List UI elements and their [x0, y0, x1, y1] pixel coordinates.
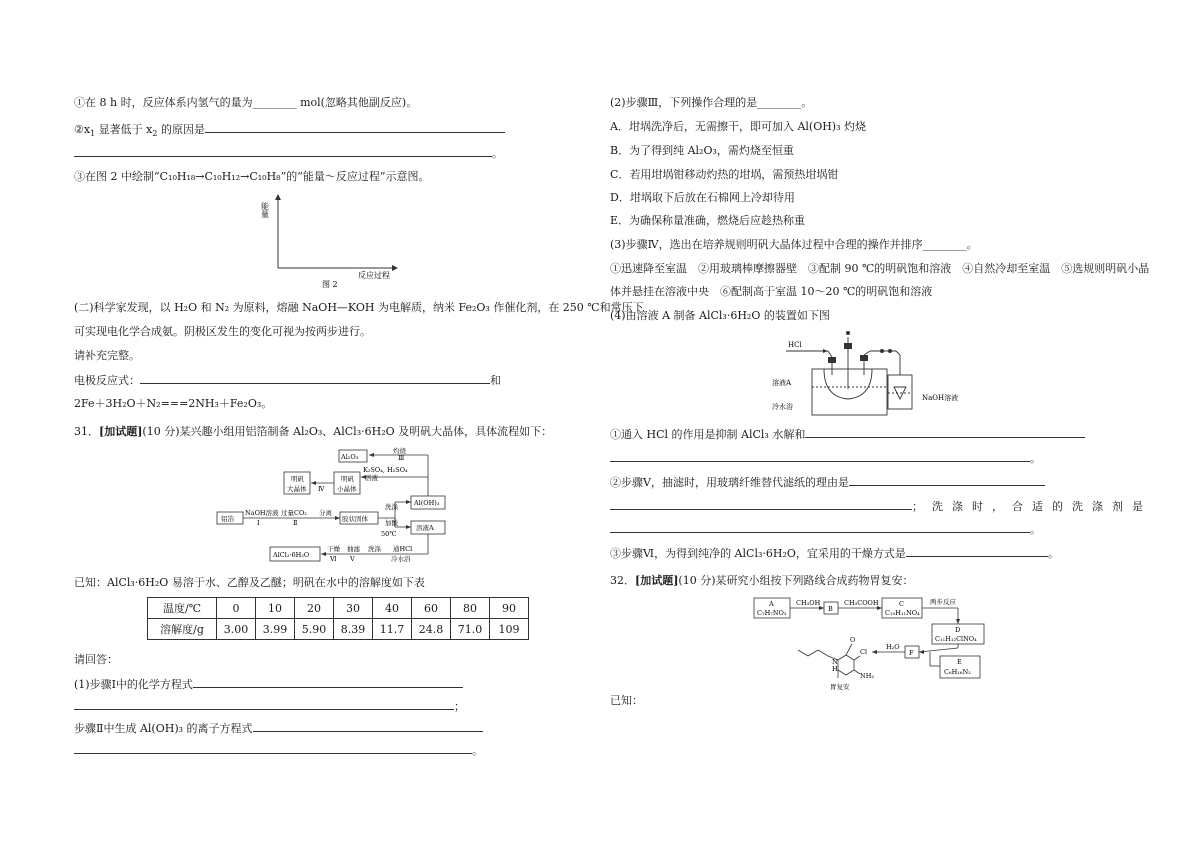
- svg-text:大晶体: 大晶体: [287, 485, 307, 493]
- svg-text:过量CO₂: 过量CO₂: [281, 509, 307, 517]
- svg-text:Ⅳ: Ⅳ: [318, 485, 325, 493]
- answer-blank[interactable]: [74, 146, 492, 157]
- svg-text:溶液: 溶液: [365, 474, 378, 482]
- svg-text:铝箔: 铝箔: [221, 515, 234, 523]
- svg-text:明矾: 明矾: [341, 475, 354, 483]
- para-ammonia-2: 可实现电化学合成氨。阴极区发生的变化可视为按两步进行。: [74, 325, 371, 338]
- q-x1-reason: $②x_1$ 显著低于 $x_2$ 的原因是: [74, 122, 505, 141]
- svg-text:NaOH溶液: NaOH溶液: [922, 394, 959, 402]
- step4-options-2: 体并悬挂在溶液中央 ⑥配制高于室温 10～20 ℃的明矾饱和溶液: [610, 285, 933, 298]
- answer-blank[interactable]: [849, 475, 1045, 486]
- synthesis-route: [752, 594, 1012, 694]
- q-hydrogen-amount: ①在 8 h 时，反应体系内氢气的量为________ mol(忽略其他副反应)。: [74, 96, 418, 109]
- answer-blank[interactable]: [610, 522, 1030, 533]
- svg-text:冷水浴: 冷水浴: [772, 403, 793, 411]
- svg-text:加酸: 加酸: [385, 519, 398, 527]
- svg-text:C₇H₇NO₃: C₇H₇NO₃: [757, 609, 787, 617]
- para-ammonia-1: (二)科学家发现，以 H₂O 和 N₂ 为原料，熔融 NaOH—KOH 为电解质，纳米 Fe₂O₃ 作催化剂，在 250 ℃和常压下: [74, 301, 644, 314]
- table-row: 溶解度/g 3.00 3.99 5.90 8.39 11.7 24.8 71.0 109: [148, 619, 529, 640]
- svg-text:C₁₁H₁₂ClNO₄: C₁₁H₁₂ClNO₄: [935, 635, 977, 643]
- q-filter-reason: ②步骤Ⅴ，抽滤时，用玻璃纤维替代滤纸的理由是: [610, 475, 1045, 490]
- svg-text:HCl: HCl: [788, 341, 802, 349]
- solubility-table: [147, 597, 529, 640]
- option-a: A．坩埚洗净后，无需擦干，即可加入 Al(OH)₃ 灼烧: [610, 120, 867, 133]
- svg-text:D: D: [955, 626, 961, 634]
- svg-text:B: B: [828, 605, 833, 613]
- electrode-equation-line: 电极反应式： 和: [74, 374, 501, 387]
- known-solubility: 已知：AlCl₃·6H₂O 易溶于水、乙醇及乙醚；明矾在水中的溶解度如下表: [74, 576, 425, 589]
- answer-blank[interactable]: [74, 699, 454, 710]
- svg-text:胶状固体: 胶状固体: [342, 515, 368, 523]
- svg-text:Ⅱ: Ⅱ: [293, 519, 298, 527]
- para-ammonia-3: 请补充完整。: [74, 349, 140, 362]
- svg-text:K₂SO₄, H₂SO₄: K₂SO₄, H₂SO₄: [363, 466, 408, 474]
- svg-text:溶液A: 溶液A: [772, 379, 792, 387]
- svg-text:Ⅵ: Ⅵ: [330, 555, 337, 563]
- answer-blank[interactable]: [610, 451, 1030, 462]
- answer-blank[interactable]: [805, 427, 1085, 438]
- reaction-equation: 2Fe＋3H₂O＋N₂===2NH₃＋Fe₂O₃。: [74, 397, 273, 410]
- svg-text:通HCl: 通HCl: [393, 545, 413, 553]
- svg-text:C: C: [899, 600, 904, 608]
- svg-text:Ⅲ: Ⅲ: [398, 454, 405, 462]
- svg-text:CH₃OH: CH₃OH: [796, 599, 821, 607]
- svg-text:冷水浴: 冷水浴: [391, 555, 411, 563]
- q-step2: 步骤Ⅱ中生成 Al(OH)₃ 的离子方程式: [74, 721, 483, 736]
- svg-text:洗涤: 洗涤: [368, 545, 381, 553]
- svg-text:洗涤: 洗涤: [385, 503, 398, 511]
- svg-text:Ⅴ: Ⅴ: [350, 555, 355, 563]
- svg-text:N: N: [832, 658, 838, 666]
- q-dry-method: ③步骤Ⅵ，为得到纯净的 AlCl₃·6H₂O，宜采用的干燥方式是 。: [610, 547, 1059, 560]
- option-e: E．为确保称量准确，燃烧后应趁热称重: [610, 214, 806, 227]
- svg-text:分离: 分离: [319, 509, 332, 517]
- svg-text:溶液A: 溶液A: [416, 524, 434, 532]
- q-step1: (1)步骤Ⅰ中的化学方程式: [74, 677, 463, 692]
- answer-blank[interactable]: [74, 743, 472, 754]
- answer-blank[interactable]: [205, 122, 505, 133]
- svg-text:Cl: Cl: [860, 648, 868, 656]
- svg-text:C₁₀H₁₁NO₄: C₁₀H₁₁NO₄: [885, 609, 920, 617]
- please-answer: 请回答：: [74, 653, 118, 666]
- svg-text:NaOH溶液: NaOH溶液: [245, 509, 279, 517]
- answer-blank[interactable]: [610, 499, 912, 510]
- svg-text:抽滤: 抽滤: [347, 545, 360, 553]
- svg-text:NH₂: NH₂: [860, 672, 874, 680]
- answer-line: 。: [74, 146, 503, 161]
- answer-blank[interactable]: [140, 373, 490, 384]
- svg-text:胃复安: 胃复安: [830, 683, 850, 691]
- svg-text:50℃: 50℃: [381, 530, 397, 538]
- q31-intro: 31．[加试题](10 分)某兴趣小组用铝箔制备 Al₂O₃、AlCl₃·6H₂O 及明矾大晶体，具体流程如下：: [74, 425, 553, 438]
- fig2-caption: 图 2: [322, 280, 338, 289]
- svg-text:Ⅰ: Ⅰ: [257, 519, 260, 527]
- answer-line: 。: [610, 451, 1041, 466]
- svg-text:两步反应: 两步反应: [930, 598, 956, 606]
- svg-text:AlCl₃·6H₂O: AlCl₃·6H₂O: [273, 551, 310, 559]
- svg-text:A: A: [769, 600, 774, 608]
- svg-text:C₆H₁₆N₂: C₆H₁₆N₂: [944, 668, 971, 676]
- answer-blank[interactable]: [906, 546, 1048, 557]
- svg-text:F: F: [909, 649, 914, 657]
- option-c: C．若用坩埚钳移动灼热的坩埚，需预热坩埚钳: [610, 168, 839, 181]
- answer-blank[interactable]: [193, 677, 463, 688]
- svg-text:灼烧: 灼烧: [393, 447, 406, 455]
- q31-flow-diagram: [215, 447, 455, 569]
- q-hcl-role: ①通入 HCl 的作用是抑制 AlCl₃ 水解和: [610, 427, 1085, 442]
- q-apparatus: (4)由溶液 A 制备 AlCl₃·6H₂O 的装置如下图: [610, 309, 830, 322]
- table-row: 温度/℃ 0 10 20 30 40 60 80 90: [148, 598, 529, 619]
- answer-line: 。: [610, 522, 1041, 537]
- svg-text:Al₂O₃: Al₂O₃: [341, 453, 359, 461]
- svg-text:O: O: [850, 636, 856, 644]
- svg-text:H: H: [832, 665, 838, 673]
- answer-blank[interactable]: [253, 721, 483, 732]
- apparatus-diagram: [770, 327, 980, 425]
- option-d: D．坩埚取下后放在石棉网上冷却待用: [610, 191, 795, 204]
- option-b: B．为了得到纯 Al₂O₃，需灼烧至恒重: [610, 144, 794, 157]
- q-step3: (2)步骤Ⅲ，下列操作合理的是________。: [610, 96, 813, 109]
- svg-text:干燥: 干燥: [327, 545, 340, 553]
- svg-text:小晶体: 小晶体: [337, 485, 357, 493]
- q-wash-agent: ；洗涤时，合适的洗涤剂是: [610, 499, 1152, 514]
- answer-line: 。: [74, 743, 483, 758]
- fig2-y-label: 能量: [260, 202, 270, 218]
- fig2-x-label: 反应过程: [358, 271, 390, 280]
- svg-text:Al(OH)₃: Al(OH)₃: [414, 499, 440, 507]
- step4-options-1: ①迅速降至室温 ②用玻璃棒摩擦器壁 ③配制 90 ℃的明矾饱和溶液 ④自然冷却至室温 ⑤选规则明矾小晶: [610, 262, 1150, 275]
- q-step4: (3)步骤Ⅳ，选出在培养规则明矾大晶体过程中合理的操作并排序________。: [610, 238, 978, 251]
- figure-2-energy-axes: [262, 190, 402, 290]
- known-2: 已知：: [610, 694, 643, 707]
- svg-text:H₂O: H₂O: [886, 643, 900, 651]
- svg-text:E: E: [957, 658, 962, 666]
- q-energy-diagram: ③在图 2 中绘制“C₁₀H₁₈→C₁₀H₁₂→C₁₀H₈”的“能量～反应过程”示意图。: [74, 170, 430, 183]
- svg-text:明矾: 明矾: [291, 475, 304, 483]
- q32-intro: 32．[加试题](10 分)某研究小组按下列路线合成药物胃复安：: [610, 574, 914, 587]
- answer-line: ；: [74, 699, 465, 714]
- svg-text:CH₃COOH: CH₃COOH: [844, 599, 879, 607]
